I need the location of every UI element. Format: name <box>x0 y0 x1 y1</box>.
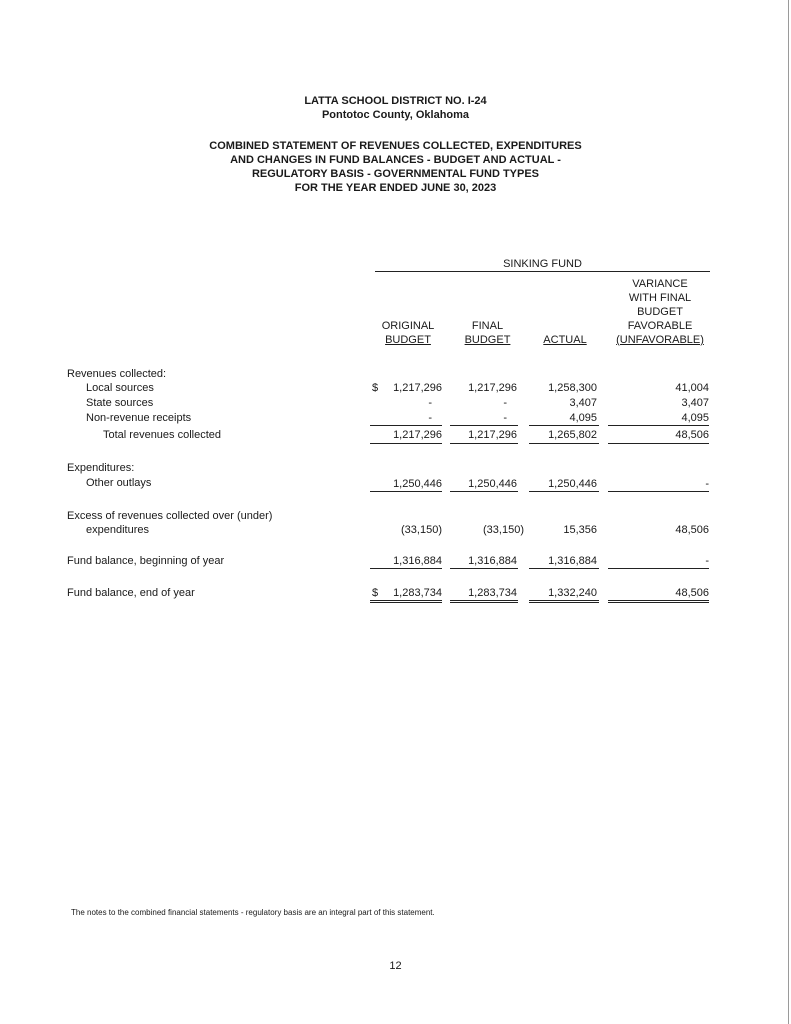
cell-fbend-variance: 48,506 <box>675 587 709 599</box>
row-label-excess-cont: expenditures <box>86 524 149 536</box>
cell-fbend-final: 1,283,734 <box>468 587 517 599</box>
subtotal-rule <box>529 425 599 426</box>
title-line: FOR THE YEAR ENDED JUNE 30, 2023 <box>294 182 497 194</box>
title-line: COMBINED STATEMENT OF REVENUES COLLECTED, EXPENDITURES <box>209 140 582 152</box>
title-line: AND CHANGES IN FUND BALANCES - BUDGET AND ACTUAL - <box>230 154 561 166</box>
total-rule <box>370 568 442 569</box>
row-label-non-revenue: Non-revenue receipts <box>86 412 192 424</box>
cell-nonrev-variance: 4,095 <box>681 412 709 424</box>
subtotal-rule <box>608 425 709 426</box>
cell-excess-final: (33,150) <box>483 524 524 536</box>
currency-symbol: $ <box>372 587 379 599</box>
cell-nonrev-final: - <box>503 412 507 424</box>
column-header-final-budget: FINAL BUDGET <box>464 320 511 346</box>
total-rule <box>450 443 518 444</box>
section-label-revenues: Revenues collected: <box>67 368 167 380</box>
footnote: The notes to the combined financial statements - regulatory basis are an integral part of this statement. <box>71 908 435 917</box>
cell-state-variance: 3,407 <box>681 397 709 409</box>
row-label-other-outlays: Other outlays <box>86 477 152 489</box>
total-rule <box>450 491 518 492</box>
total-rule <box>608 568 709 569</box>
row-label-fund-balance-beginning: Fund balance, beginning of year <box>67 555 225 567</box>
cell-fbbegin-variance: - <box>705 555 709 567</box>
double-rule <box>450 602 518 603</box>
statement-header <box>0 94 791 122</box>
row-label-local-sources: Local sources <box>86 382 154 394</box>
title-line: REGULATORY BASIS - GOVERNMENTAL FUND TYPES <box>251 168 540 180</box>
double-rule <box>370 602 442 603</box>
cell-state-final: - <box>503 397 507 409</box>
total-rule <box>529 443 599 444</box>
row-label-total-revenues: Total revenues collected <box>103 429 222 441</box>
cell-nonrev-actual: 4,095 <box>569 412 597 424</box>
cell-excess-original: (33,150) <box>401 524 442 536</box>
subtotal-rule <box>370 425 442 426</box>
row-label-excess: Excess of revenues collected over (under) <box>67 510 273 522</box>
total-rule <box>450 568 518 569</box>
cell-fbbegin-original: 1,316,884 <box>393 555 442 567</box>
cell-local-original: 1,217,296 <box>393 382 442 394</box>
double-rule <box>450 600 518 601</box>
total-rule <box>608 443 709 444</box>
page-number: 12 <box>389 960 402 972</box>
cell-outlays-actual: 1,250,446 <box>548 478 597 490</box>
double-rule <box>529 600 599 601</box>
row-label-state-sources: State sources <box>86 397 154 409</box>
cell-excess-variance: 48,506 <box>675 524 709 536</box>
total-rule <box>370 491 442 492</box>
cell-nonrev-original: - <box>428 412 432 424</box>
cell-outlays-variance: - <box>705 478 709 490</box>
column-header-variance: VARIANCE WITH FINAL BUDGET FAVORABLE (UNFAVORABLE) <box>616 278 704 346</box>
cell-total-final: 1,217,296 <box>468 429 517 441</box>
double-rule <box>608 600 709 601</box>
total-rule <box>529 491 599 492</box>
cell-total-variance: 48,506 <box>675 429 709 441</box>
fund-title: SINKING FUND <box>503 258 582 270</box>
cell-local-variance: 41,004 <box>675 382 709 394</box>
district-name: LATTA SCHOOL DISTRICT NO. I-24 <box>304 95 487 107</box>
cell-fbbegin-actual: 1,316,884 <box>548 555 597 567</box>
statement-title <box>0 139 791 195</box>
fund-title-rule <box>375 271 710 272</box>
cell-local-actual: 1,258,300 <box>548 382 597 394</box>
cell-outlays-final: 1,250,446 <box>468 478 517 490</box>
column-header-actual: ACTUAL <box>543 334 587 346</box>
double-rule <box>370 600 442 601</box>
column-header-original-budget: ORIGINAL BUDGET <box>381 320 435 346</box>
double-rule <box>608 602 709 603</box>
cell-total-original: 1,217,296 <box>393 429 442 441</box>
total-rule <box>608 491 709 492</box>
row-label-fund-balance-end: Fund balance, end of year <box>67 587 195 599</box>
cell-outlays-original: 1,250,446 <box>393 478 442 490</box>
section-label-expenditures: Expenditures: <box>67 462 135 474</box>
cell-excess-actual: 15,356 <box>563 524 597 536</box>
cell-state-original: - <box>428 397 432 409</box>
cell-state-actual: 3,407 <box>569 397 597 409</box>
total-rule <box>529 568 599 569</box>
county-name: Pontotoc County, Oklahoma <box>321 109 470 121</box>
currency-symbol: $ <box>372 382 379 394</box>
subtotal-rule <box>450 425 518 426</box>
total-rule <box>370 443 442 444</box>
cell-fbend-actual: 1,332,240 <box>548 587 597 599</box>
cell-fbend-original: 1,283,734 <box>393 587 442 599</box>
cell-fbbegin-final: 1,316,884 <box>468 555 517 567</box>
cell-local-final: 1,217,296 <box>468 382 517 394</box>
double-rule <box>529 602 599 603</box>
cell-total-actual: 1,265,802 <box>548 429 597 441</box>
